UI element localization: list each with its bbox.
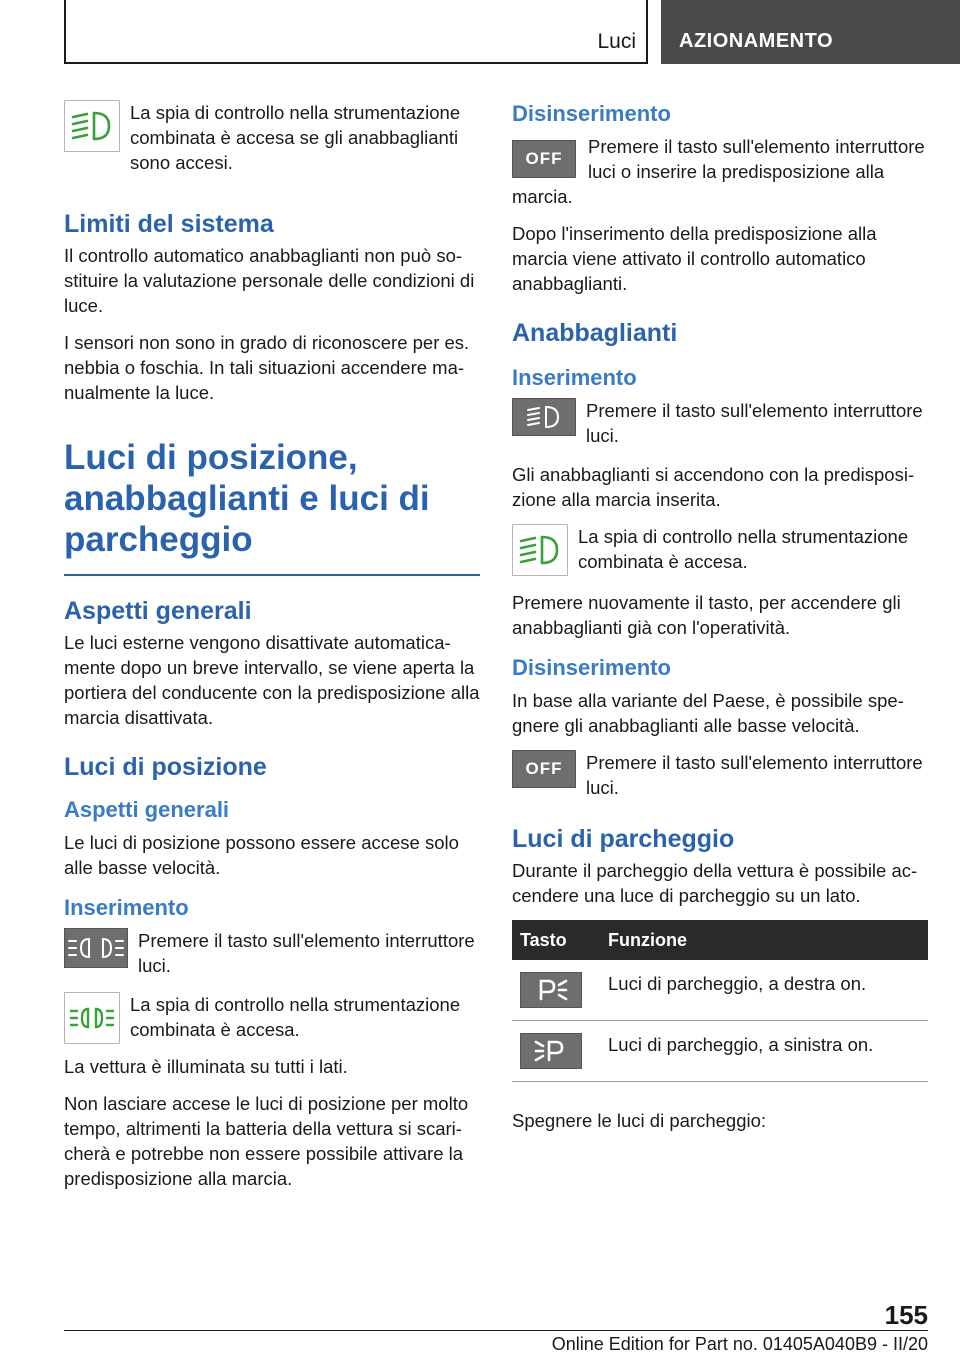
limiti-text-1: Il controllo automatico anabbaglianti non può sostituire la valutazione personale delle condizioni di luce. <box>64 245 475 316</box>
disinserimento-block <box>512 134 928 209</box>
intro-text: La spia di controllo nella strumentazione combinata è accesa se gli anabbaglianti sono accesi. <box>130 102 461 173</box>
low-beam-indicator-icon <box>64 100 120 152</box>
inserimento-text: Premere il tasto sull'elemento interruttore luci. <box>138 930 475 976</box>
off-button-icon <box>512 140 576 178</box>
warning-text: Non lasciare accese le luci di posizione per molto tempo, altrimenti la batteria della vettura si scaricherà e potrebbe non essere possibile attivare la predisposizione alla marcia. <box>64 1093 469 1189</box>
parking-light-table <box>512 920 928 1082</box>
table-cell-icon <box>512 1021 600 1082</box>
off-button-icon-2 <box>512 750 576 788</box>
table-header-funzione: Funzione <box>600 920 928 960</box>
spia-text: La spia di controllo nella strumentazione combinata è accesa. <box>130 994 461 1040</box>
side-light-indicator-row <box>64 992 480 1044</box>
spegnere-text: Spegnere le luci di parcheggio: <box>512 1110 767 1131</box>
parking-light-right-icon <box>520 972 582 1008</box>
aspetti-heading: Aspetti generali <box>64 597 252 625</box>
title-divider <box>64 574 480 576</box>
anabb-inserimento-text: Premere il tasto sull'elemento interruttore luci. <box>586 400 923 446</box>
low-beam-indicator-row <box>64 100 480 175</box>
luci-posizione-heading: Luci di posizione <box>64 753 267 781</box>
off-button-row-2 <box>512 750 928 800</box>
luci-parcheggio-heading: Luci di parcheggio <box>512 825 735 853</box>
table-row <box>512 1021 928 1082</box>
table-cell-icon <box>512 960 600 1021</box>
table-cell-text: Luci di parcheggio, a sinistra on. <box>600 1021 928 1082</box>
off-button-label-2: OFF <box>525 759 563 778</box>
side-light-button-icon <box>64 928 128 968</box>
accendono-text: Gli anabbaglianti si accendono con la predisposizione alla marcia inserita. <box>512 464 915 510</box>
disinserimento-heading: Disinserimento <box>512 101 671 126</box>
low-beam-button-row <box>512 398 928 448</box>
page-title: Luci di posizione, anabbaglianti e luci di parcheggio <box>64 438 430 559</box>
side-light-indicator-icon <box>64 992 120 1044</box>
inserimento-heading: Inserimento <box>64 895 189 920</box>
parking-light-button-row <box>64 928 480 978</box>
footer-divider <box>64 1330 928 1331</box>
dopo-text: Dopo l'inserimento della predisposizione alla marcia viene attivato il controllo automatico anabbaglianti. <box>512 223 877 294</box>
table-row <box>512 960 928 1021</box>
anabbaglianti-heading: Anabbaglianti <box>512 319 678 347</box>
low-beam-indicator-row-2 <box>512 524 928 576</box>
footer-edition: Online Edition for Part no. 01405A040B9 - II/20 <box>551 1334 928 1354</box>
right-column <box>512 100 928 1145</box>
table-header-tasto: Tasto <box>512 920 600 960</box>
limiti-text-2: I sensori non sono in grado di riconoscere per es. nebbia o foschia. In tali situazioni accendere manualmente la luce. <box>64 332 470 403</box>
off-button-label: OFF <box>525 149 563 168</box>
paese-text: In base alla variante del Paese, è possibile spegnere gli anabbaglianti alle basse velocità. <box>512 690 904 736</box>
low-beam-indicator-icon-2 <box>512 524 568 576</box>
pos-aspetti-heading: Aspetti generali <box>64 797 230 822</box>
header-chapter-tab: AZIONAMENTO <box>661 0 960 64</box>
limiti-heading: Limiti del sistema <box>64 210 274 238</box>
anabb-inserimento-heading: Inserimento <box>512 365 637 390</box>
left-column <box>64 100 480 1203</box>
disinserimento-text: Premere il tasto sull'elemento interruttore luci o inserire la predisposizione alla marcia. <box>512 136 925 207</box>
low-beam-button-icon <box>512 398 576 436</box>
nuovamente-text: Premere nuovamente il tasto, per accendere gli anabbaglianti già con l'operatività. <box>512 592 901 638</box>
illuminata-text: La vettura è illuminata su tutti i lati. <box>64 1056 348 1077</box>
anabb-disinserimento-text: Premere il tasto sull'elemento interruttore luci. <box>586 752 923 798</box>
header-section-title: Luci <box>597 30 636 53</box>
table-cell-text: Luci di parcheggio, a destra on. <box>600 960 928 1021</box>
parking-light-left-icon <box>520 1033 582 1069</box>
anabb-disinserimento-heading: Disinserimento <box>512 655 671 680</box>
page-number: 155 <box>884 1300 928 1330</box>
parcheggio-text: Durante il parcheggio della vettura è possibile accendere una luce di parcheggio su un lato. <box>512 860 918 906</box>
pos-aspetti-text: Le luci di posizione possono essere accese solo alle basse velocità. <box>64 832 459 878</box>
anabb-spia-text: La spia di controllo nella strumentazione combinata è accesa. <box>578 526 909 572</box>
aspetti-text: Le luci esterne vengono disattivate automaticamente dopo un breve intervallo, se viene aperta la portiera del conducente con la predisposizione alla marcia disattivata. <box>64 632 480 728</box>
